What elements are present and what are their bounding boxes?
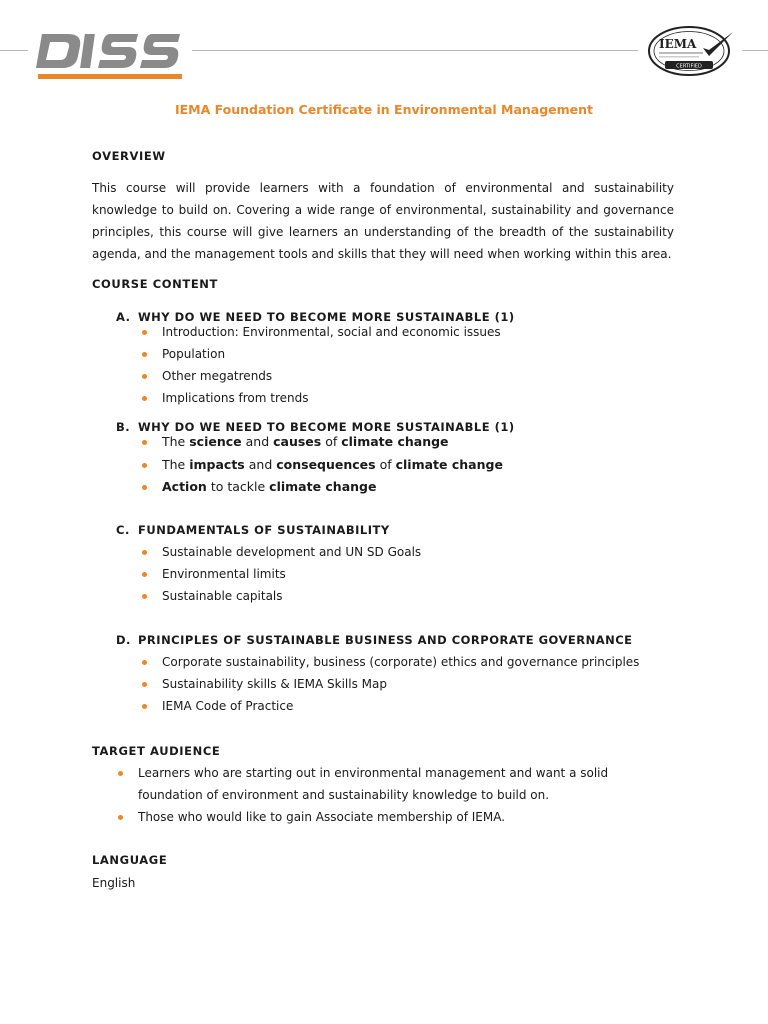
list-item: Learners who are starting out in environmental management and want a solid foundation of environment and sustainability knowledge to build on. — [138, 762, 668, 806]
bullet-icon — [118, 771, 123, 776]
bullet-icon — [142, 660, 147, 665]
bullet-icon — [142, 550, 147, 555]
section-letter: C. — [116, 523, 130, 537]
list-item: The impacts and consequences of climate change — [162, 454, 503, 477]
iema-certified-seal — [645, 24, 739, 78]
bullet-icon — [142, 594, 147, 599]
bullet-icon — [142, 463, 147, 468]
list-item: The science and causes of climate change — [162, 431, 503, 454]
section-a-list — [162, 321, 501, 409]
list-item: Introduction: Environmental, social and economic issues — [162, 321, 501, 343]
target-audience-list — [138, 762, 668, 828]
bullet-icon — [142, 485, 147, 490]
section-c-heading — [116, 523, 390, 537]
section-d-list — [162, 651, 639, 717]
section-title: FUNDAMENTALS OF SUSTAINABILITY — [138, 523, 390, 537]
bullet-icon — [142, 374, 147, 379]
language-heading: LANGUAGE — [92, 853, 168, 867]
list-item: Population — [162, 343, 501, 365]
section-d-heading — [116, 633, 633, 647]
bullet-icon — [142, 330, 147, 335]
list-item: Sustainable development and UN SD Goals — [162, 541, 421, 563]
bullet-icon — [142, 682, 147, 687]
bullet-icon — [142, 440, 147, 445]
section-title: PRINCIPLES OF SUSTAINABLE BUSINESS AND CORPORATE GOVERNANCE — [138, 633, 633, 647]
svg-text:CERTIFIED: CERTIFIED — [676, 63, 702, 70]
list-item: Implications from trends — [162, 387, 501, 409]
bullet-icon — [118, 815, 123, 820]
section-b-list — [162, 431, 503, 499]
section-letter: A. — [116, 310, 131, 324]
target-audience-heading: TARGET AUDIENCE — [92, 744, 221, 758]
language-value: English — [92, 876, 136, 890]
section-letter: D. — [116, 633, 131, 647]
list-item: Environmental limits — [162, 563, 421, 585]
list-item: Action to tackle climate change — [162, 476, 503, 499]
document-title: IEMA Foundation Certificate in Environmental Management — [174, 102, 594, 117]
bullet-icon — [142, 704, 147, 709]
section-c-list — [162, 541, 421, 607]
list-item: Sustainable capitals — [162, 585, 421, 607]
section-title: WHY DO WE NEED TO BECOME MORE SUSTAINABLE (1) — [138, 310, 515, 324]
list-item: Other megatrends — [162, 365, 501, 387]
bullet-icon — [142, 352, 147, 357]
bullet-icon — [142, 396, 147, 401]
list-item: Corporate sustainability, business (corporate) ethics and governance principles — [162, 651, 639, 673]
svg-text:IEMA: IEMA — [659, 37, 697, 51]
course-content-heading: COURSE CONTENT — [92, 277, 218, 291]
overview-paragraph: This course will provide learners with a foundation of environmental and sustainability knowledge to build on. Covering a wide range of environmental, sustainability and governance principles, this course will give learners an understanding of the breadth of the sustainability agenda, and the management tools and skills that they will need when working within this area. — [92, 181, 674, 261]
list-item: Sustainability skills & IEMA Skills Map — [162, 673, 639, 695]
header-rule-middle — [192, 50, 638, 51]
section-title: WHY DO WE NEED TO BECOME MORE SUSTAINABLE (1) — [138, 420, 515, 434]
bullet-icon — [142, 572, 147, 577]
list-item: Those who would like to gain Associate membership of IEMA. — [138, 806, 668, 828]
list-item: IEMA Code of Practice — [162, 695, 639, 717]
header-rule-left — [0, 50, 28, 51]
header-rule-right — [742, 50, 768, 51]
diss-logo — [34, 26, 184, 82]
section-letter: B. — [116, 420, 131, 434]
overview-heading: OVERVIEW — [92, 149, 166, 163]
